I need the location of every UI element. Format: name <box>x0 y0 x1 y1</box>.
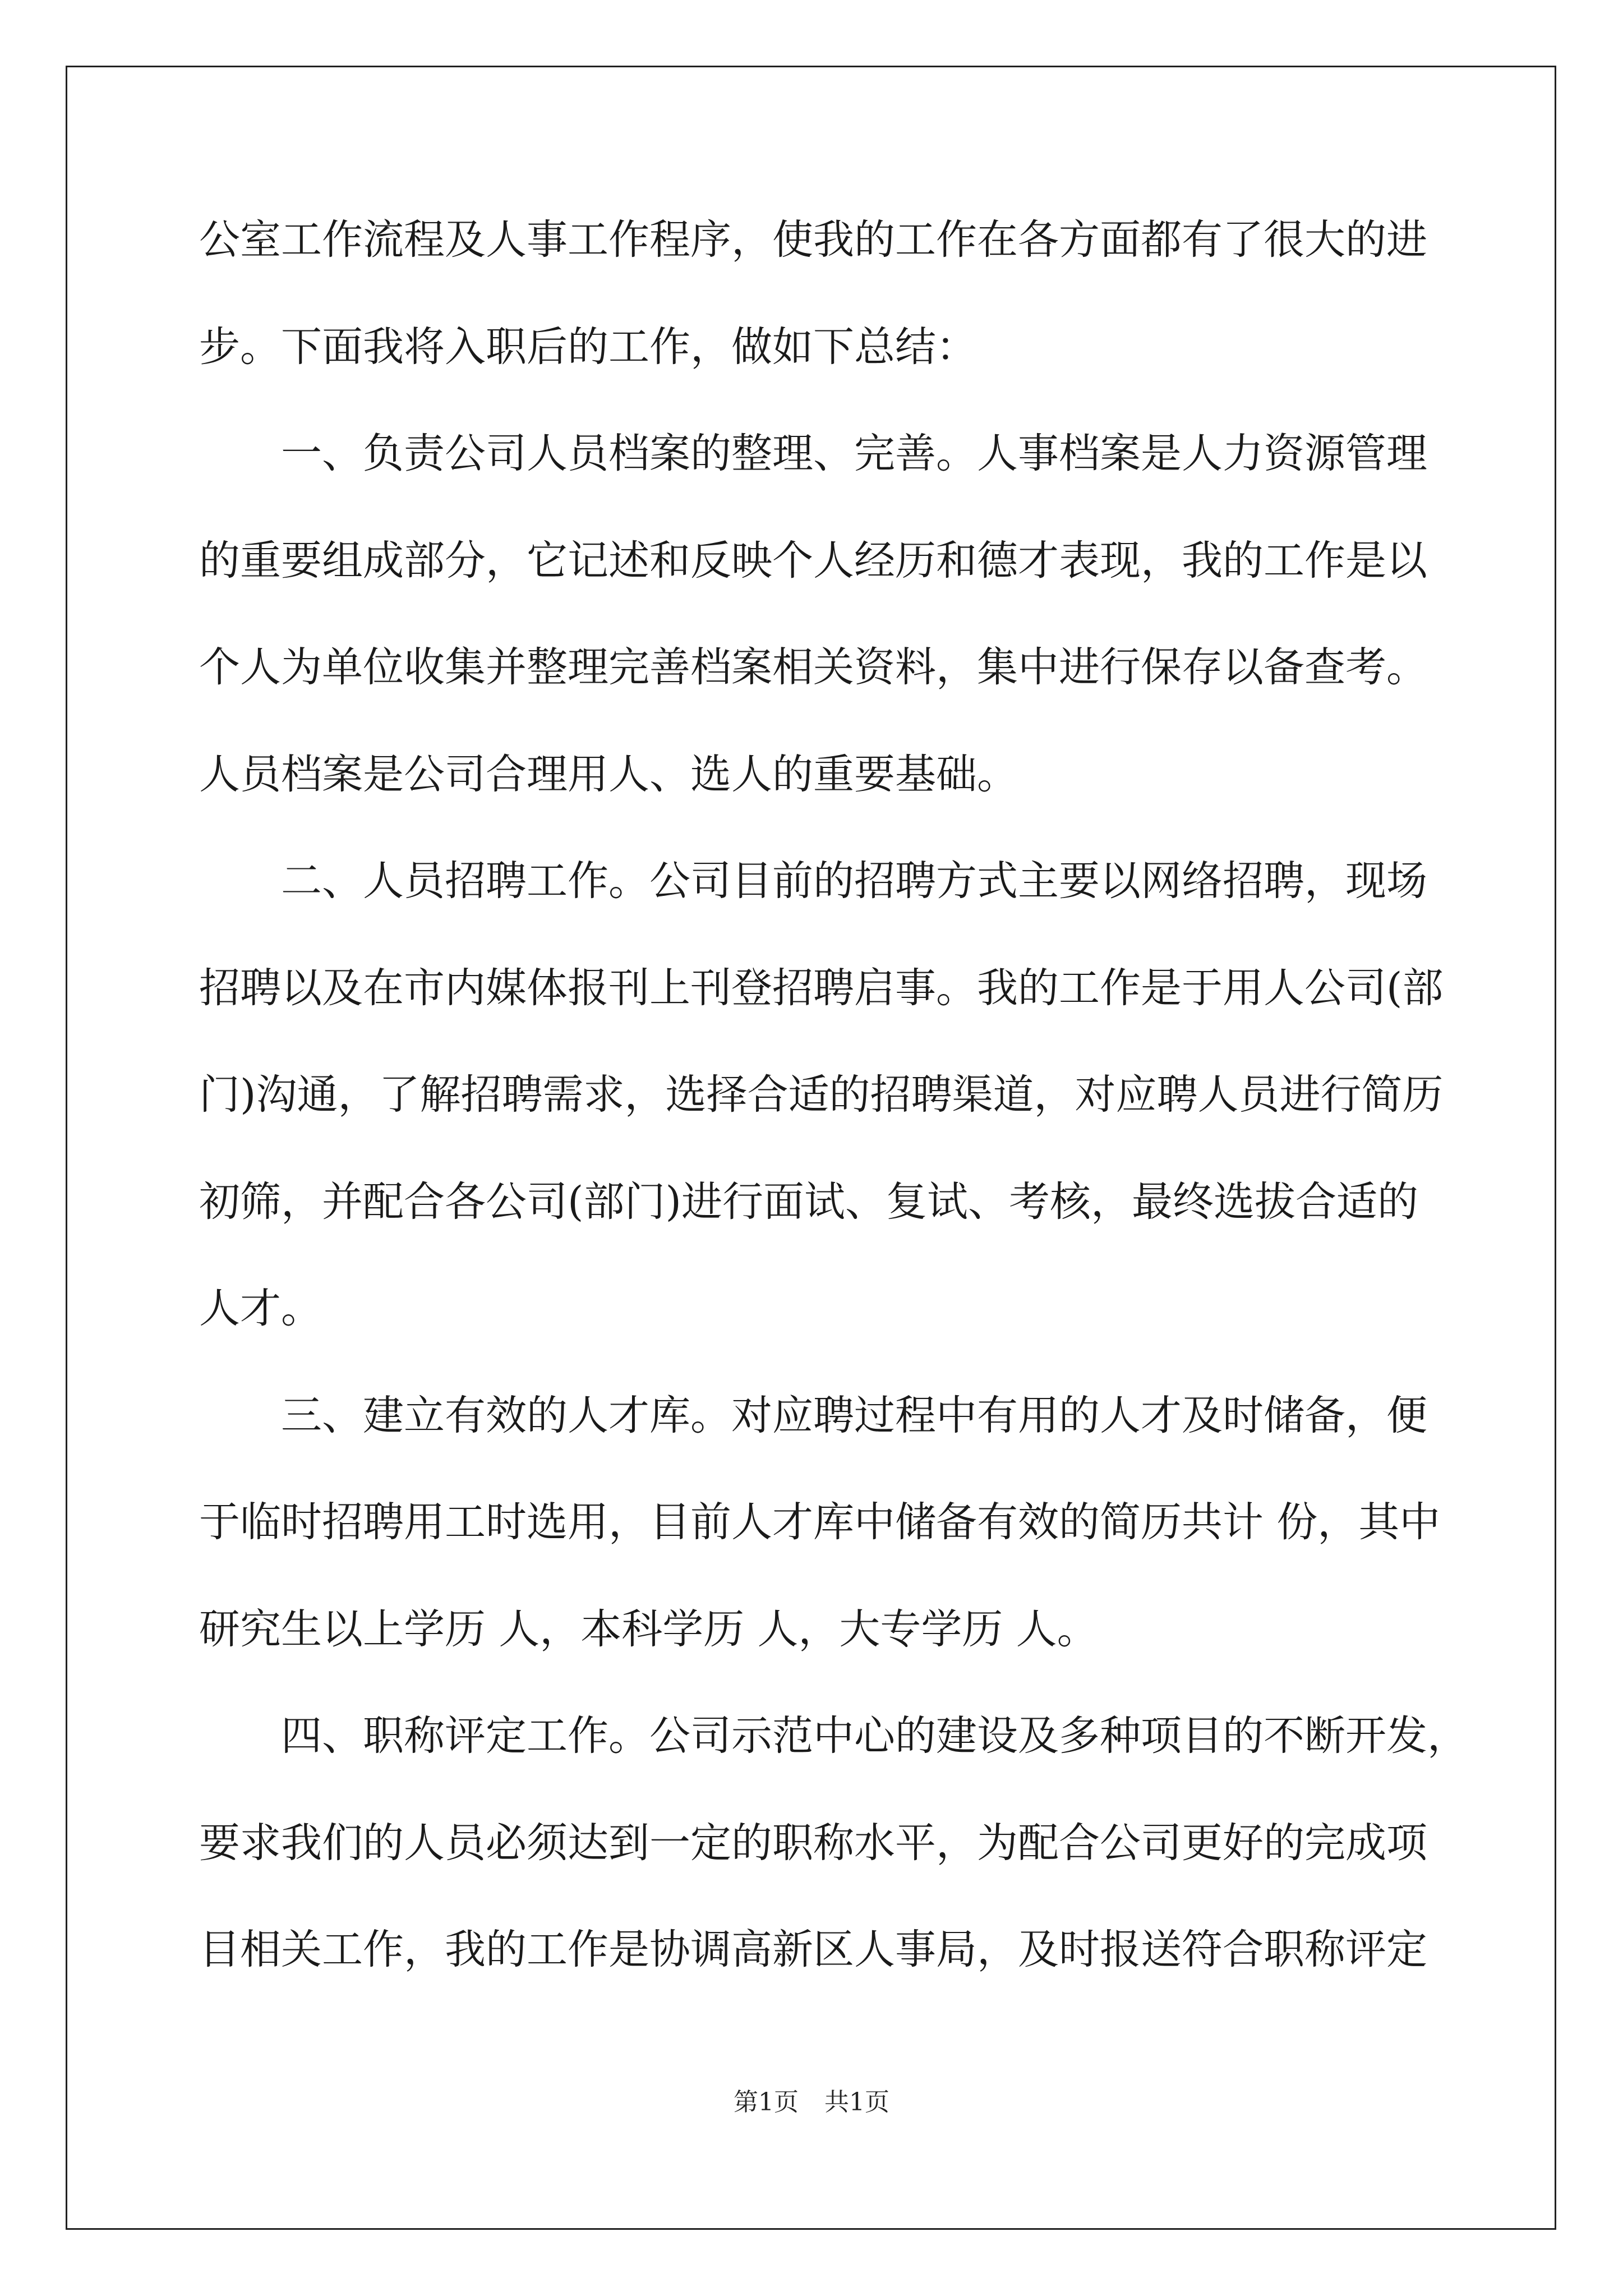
text-line: 招聘以及在市内媒体报刊上刊登招聘启事。我的工作是于用人公司(部 <box>199 964 1444 1012</box>
paragraph-start-line: 一、负责公司人员档案的整理、完善。人事档案是人力资源管理 <box>281 430 1427 477</box>
document-body <box>199 208 1468 2024</box>
text-line: 人才。 <box>199 1285 322 1332</box>
text-line: 初筛，并配合各公司(部门)进行面试、复试、考核，最终选拔合适的 <box>199 1177 1418 1226</box>
text-line: 要求我们的人员必须达到一定的职称水平，为配合公司更好的完成项 <box>199 1819 1427 1867</box>
text-line: 于临时招聘用工时选用，目前人才库中储备有效的简历共计 份，其中 <box>199 1498 1441 1546</box>
text-line: 步。下面我将入职后的工作，做如下总结： <box>199 323 977 371</box>
text-line: 个人为单位收集并整理完善档案相关资料，集中进行保存以备查考。 <box>199 643 1427 691</box>
paragraph-start-line: 四、职称评定工作。公司示范中心的建设及多种项目的不断开发， <box>281 1712 1468 1760</box>
text-line: 人员档案是公司合理用人、选人的重要基础。 <box>199 750 1018 798</box>
page-total: 共1页 <box>824 2088 889 2116</box>
page-number: 第1页 <box>734 2088 799 2116</box>
text-line: 公室工作流程及人事工作程序，使我的工作在各方面都有了很大的进 <box>199 216 1427 264</box>
paragraph-start-line: 三、建立有效的人才库。对应聘过程中有用的人才及时储备，便 <box>281 1391 1427 1439</box>
text-line: 目相关工作，我的工作是协调高新区人事局，及时报送符合职称评定 <box>199 1926 1427 1973</box>
text-line: 研究生以上学历 人，本科学历 人，大专学历 人。 <box>199 1605 1098 1653</box>
paragraph-start-line: 二、人员招聘工作。公司目前的招聘方式主要以网络招聘，现场 <box>281 857 1427 905</box>
text-line: 的重要组成部分，它记述和反映个人经历和德才表现，我的工作是以 <box>199 536 1427 585</box>
page-footer <box>0 2086 1623 2119</box>
text-line: 门)沟通，了解招聘需求，选择合适的招聘渠道，对应聘人员进行简历 <box>199 1071 1444 1119</box>
